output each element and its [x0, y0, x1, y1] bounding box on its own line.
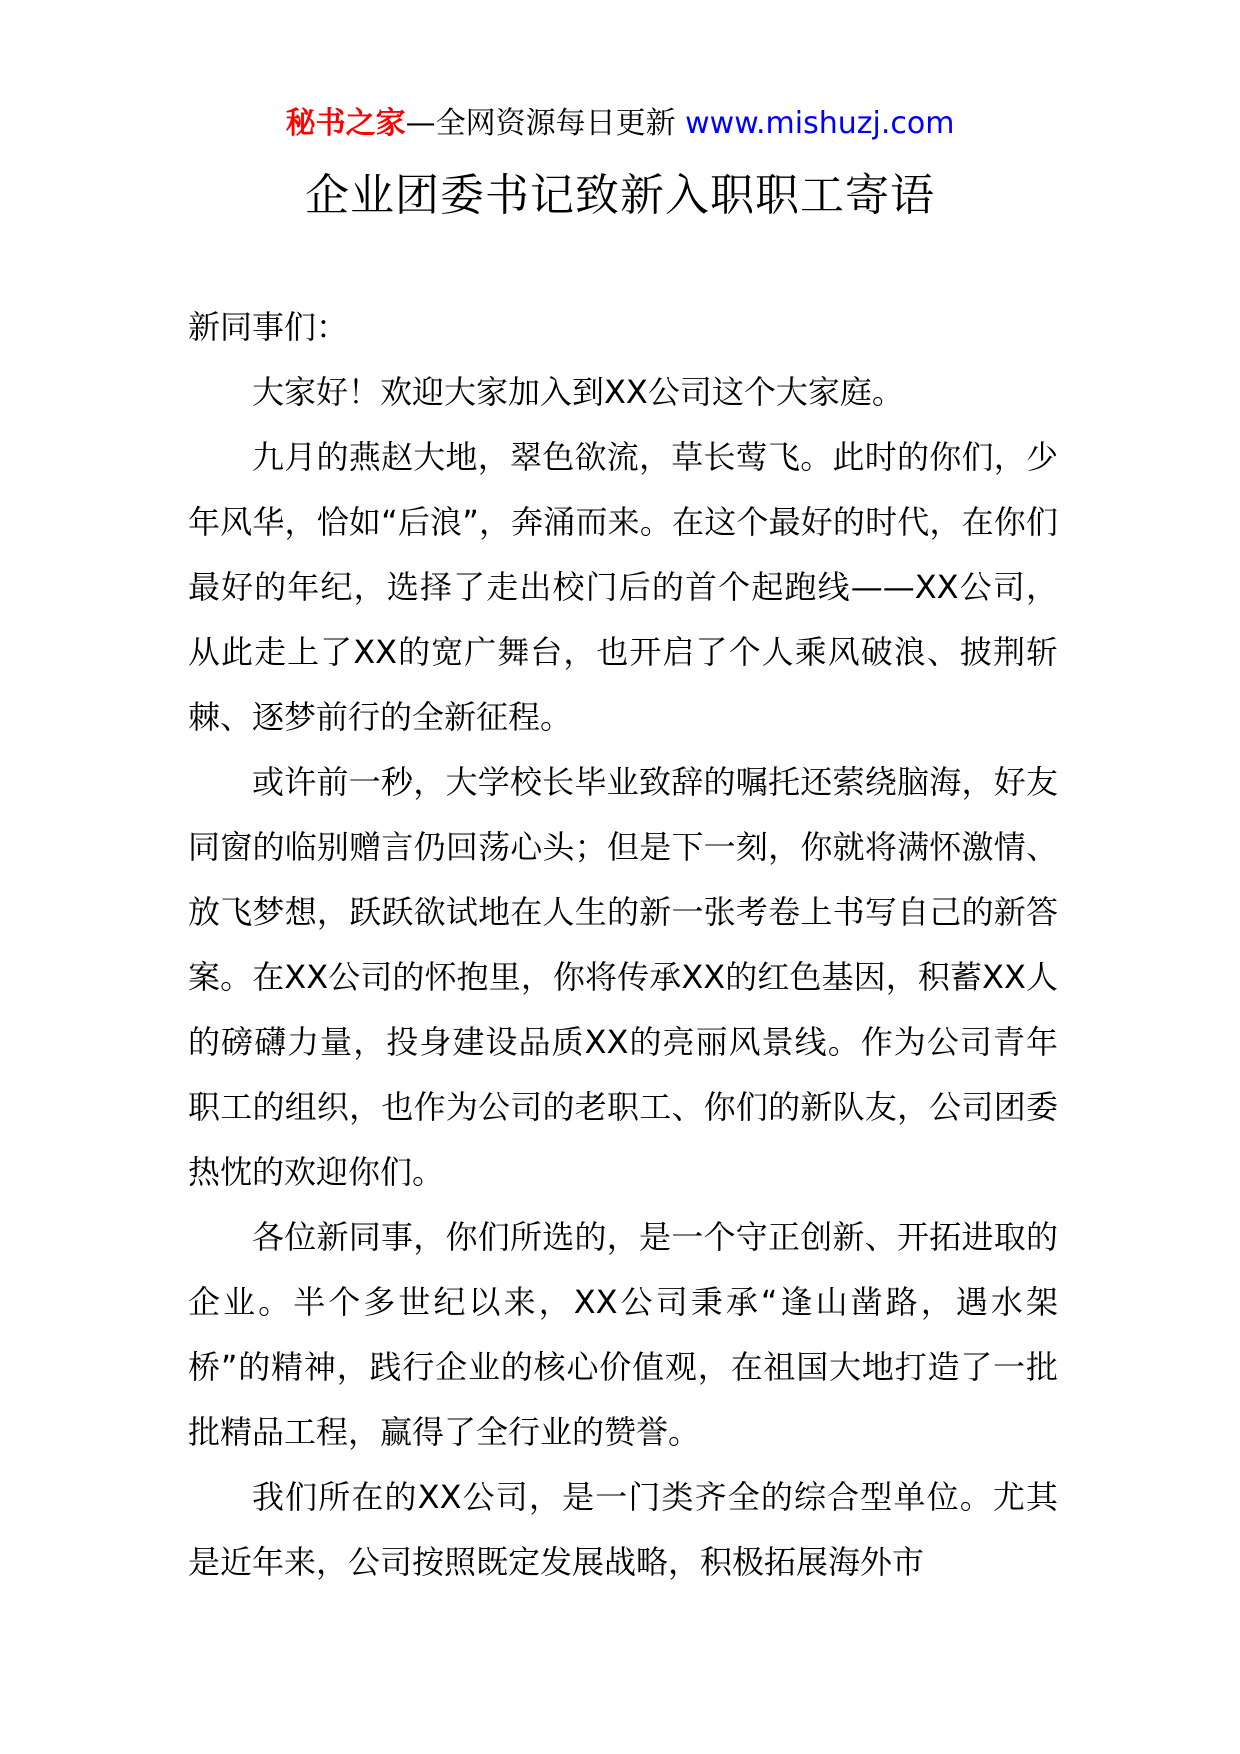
header-tagline: —全网资源每日更新: [405, 106, 686, 141]
body-paragraph: 大家好！欢迎大家加入到XX公司这个大家庭。: [252, 373, 904, 411]
site-header: [0, 104, 1240, 144]
body-paragraph: 各位新同事，你们所选的，是一个守正创新、开拓进取的企业。半个多世纪以来，XX公司秉承“逢山凿路，遇水架桥”的精神，践行企业的核心价值观，在祖国大地打造了一批批精品工程，赢得了全行业的赞誉。: [188, 1218, 1058, 1451]
salutation: 新同事们：: [188, 308, 349, 346]
body-paragraph: 九月的燕赵大地，翠色欲流，草长莺飞。此时的你们，少年风华，恰如“后浪”，奔涌而来。在这个最好的时代，在你们最好的年纪，选择了走出校门后的首个起跑线——XX公司，从此走上了XX的宽广舞台，也开启了个人乘风破浪、披荆斩棘、逐梦前行的全新征程。: [188, 438, 1058, 736]
document-body: [188, 295, 1058, 1595]
body-paragraph: 我们所在的XX公司，是一门类齐全的综合型单位。尤其是近年来，公司按照既定发展战略，积极拓展海外市: [188, 1478, 1058, 1581]
document-title: 企业团委书记致新入职职工寄语: [305, 170, 935, 221]
body-paragraph: 或许前一秒，大学校长毕业致辞的嘱托还萦绕脑海，好友同窗的临别赠言仍回荡心头；但是下一刻，你就将满怀激情、放飞梦想，跃跃欲试地在人生的新一张考卷上书写自己的新答案。在XX公司的怀抱里，你将传承XX的红色基因，积蓄XX人的磅礴力量，投身建设品质XX的亮丽风景线。作为公司青年职工的组织，也作为公司的老职工、你们的新队友，公司团委热忱的欢迎你们。: [188, 763, 1058, 1191]
site-url-link[interactable]: www.mishuzj.com: [685, 106, 955, 141]
brand-name: 秘书之家: [285, 106, 406, 141]
